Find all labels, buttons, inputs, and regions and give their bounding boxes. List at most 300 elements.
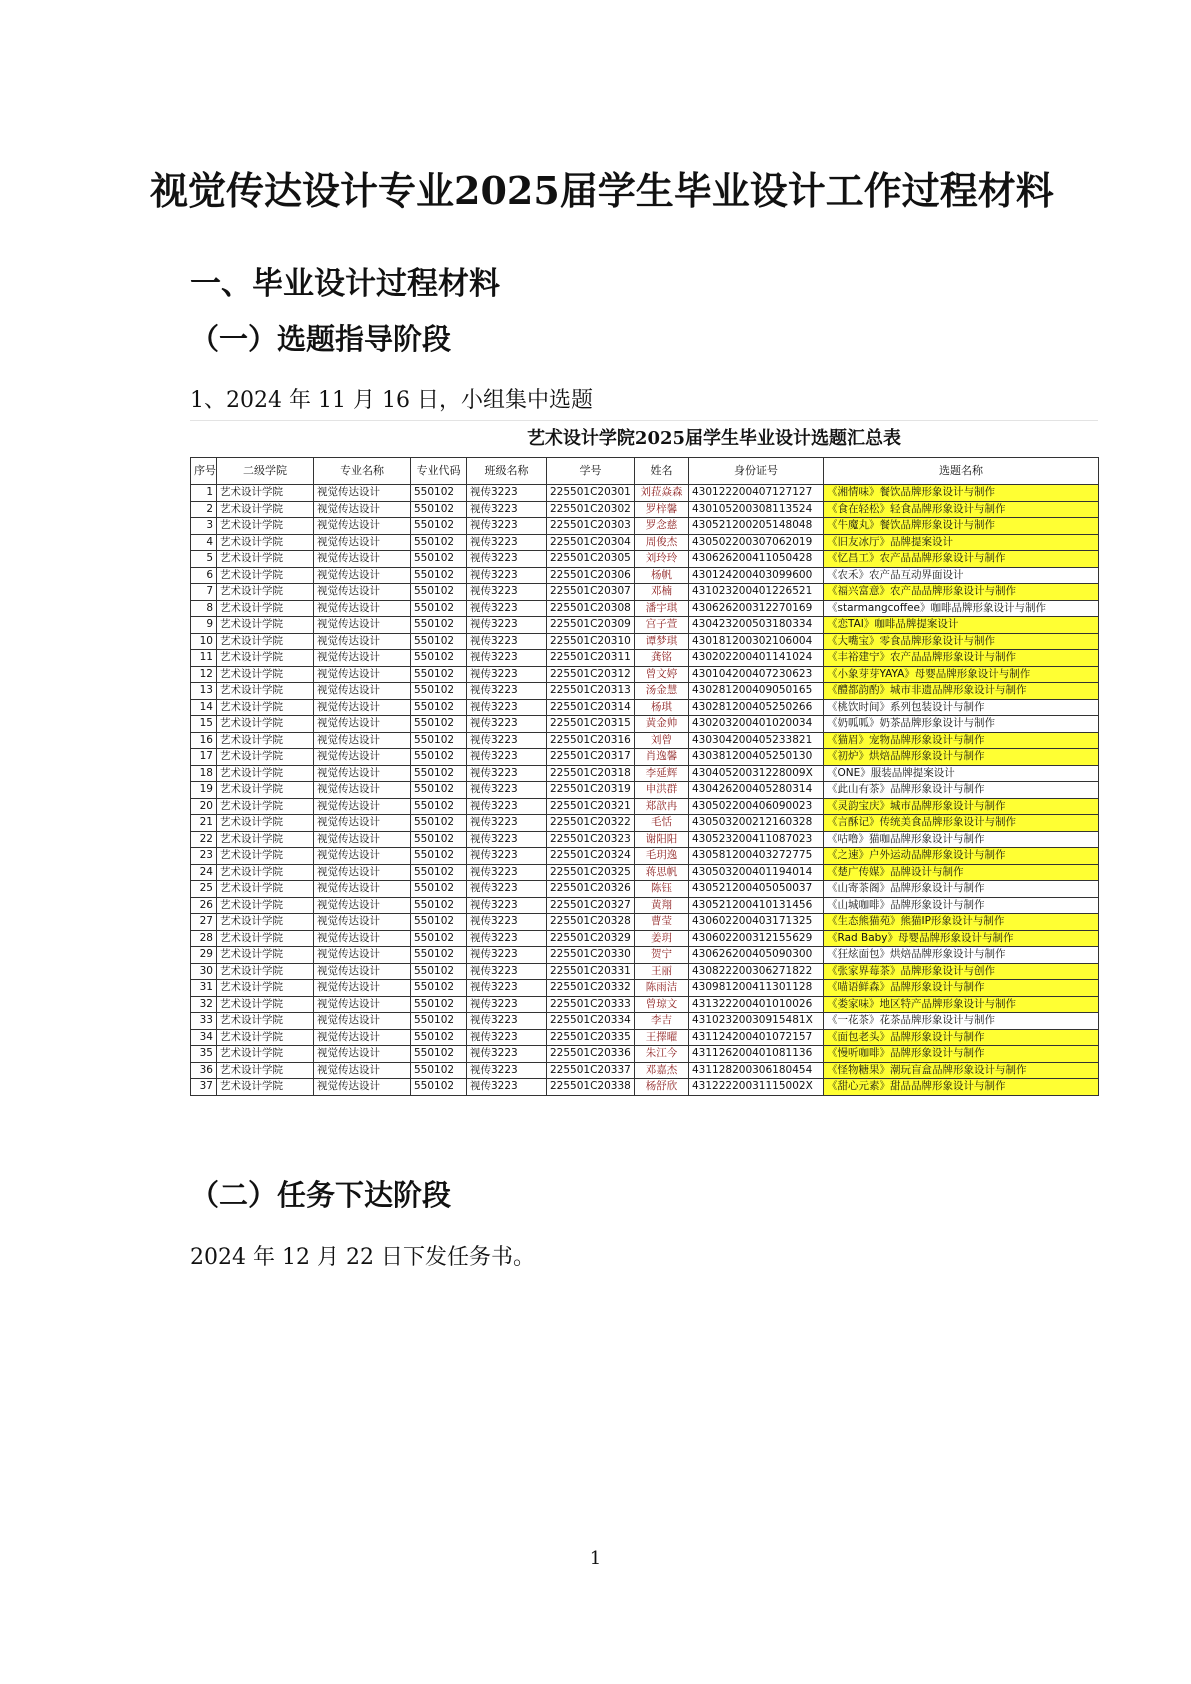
cell-number: 22	[191, 831, 217, 848]
cell-class: 视传3223	[467, 765, 547, 782]
cell-college: 艺术设计学院	[217, 518, 314, 535]
table-row	[191, 650, 1099, 667]
cell-class: 视传3223	[467, 617, 547, 634]
cell-class: 视传3223	[467, 584, 547, 601]
cell-number: 32	[191, 996, 217, 1013]
cell-student-id: 225501C20301	[547, 485, 635, 502]
cell-student-name: 黄金帅	[635, 716, 689, 733]
cell-student-id: 225501C20307	[547, 584, 635, 601]
cell-major: 视觉传达设计	[314, 567, 411, 584]
cell-class: 视传3223	[467, 699, 547, 716]
cell-class: 视传3223	[467, 1062, 547, 1079]
cell-college: 艺术设计学院	[217, 914, 314, 931]
cell-class: 视传3223	[467, 815, 547, 832]
cell-college: 艺术设计学院	[217, 699, 314, 716]
table-row	[191, 980, 1099, 997]
cell-topic: 《牛魔丸》餐饮品牌形象设计与制作	[824, 518, 1099, 535]
cell-student-name: 陈钰	[635, 881, 689, 898]
table-body	[191, 485, 1099, 1096]
cell-topic: 《娄家味》地区特产品牌形象设计与制作	[824, 996, 1099, 1013]
cell-student-name: 谢阳阳	[635, 831, 689, 848]
cell-student-name: 蒋思帆	[635, 864, 689, 881]
cell-class: 视传3223	[467, 650, 547, 667]
topic-summary-table	[190, 457, 1099, 1096]
cell-id-number: 430426200405280314	[689, 782, 824, 799]
cell-major-code: 550102	[411, 1029, 467, 1046]
cell-major: 视觉传达设计	[314, 600, 411, 617]
cell-college: 艺术设计学院	[217, 782, 314, 799]
cell-student-name: 朱江今	[635, 1046, 689, 1063]
cell-topic: 《丰裕建宁》农产品品牌形象设计与制作	[824, 650, 1099, 667]
cell-major-code: 550102	[411, 650, 467, 667]
cell-topic: 《猫眉》宠物品牌形象设计与制作	[824, 732, 1099, 749]
cell-student-name: 陈雨洁	[635, 980, 689, 997]
cell-id-number: 430202200401141024	[689, 650, 824, 667]
cell-class: 视传3223	[467, 1079, 547, 1096]
table-row	[191, 1046, 1099, 1063]
cell-major-code: 550102	[411, 584, 467, 601]
cell-student-name: 姜玥	[635, 930, 689, 947]
cell-major: 视觉传达设计	[314, 501, 411, 518]
cell-topic: 《starmangcoffee》咖啡品牌形象设计与制作	[824, 600, 1099, 617]
cell-student-name: 曾文婷	[635, 666, 689, 683]
cell-class: 视传3223	[467, 600, 547, 617]
cell-student-id: 225501C20335	[547, 1029, 635, 1046]
cell-number: 8	[191, 600, 217, 617]
table-row	[191, 518, 1099, 535]
cell-id-number: 430626200312270169	[689, 600, 824, 617]
cell-topic: 《ONE》服装品牌提案设计	[824, 765, 1099, 782]
column-header: 专业名称	[314, 458, 411, 485]
cell-major-code: 550102	[411, 782, 467, 799]
cell-topic: 《此山有茶》品牌形象设计与制作	[824, 782, 1099, 799]
cell-topic: 《恋TAI》咖啡品牌提案设计	[824, 617, 1099, 634]
cell-class: 视传3223	[467, 848, 547, 865]
table-row	[191, 551, 1099, 568]
cell-id-number: 430981200411301128	[689, 980, 824, 997]
cell-student-id: 225501C20314	[547, 699, 635, 716]
cell-student-id: 225501C20309	[547, 617, 635, 634]
subsection-heading-task-assignment: （二）任务下达阶段	[190, 1178, 452, 1212]
table-row	[191, 485, 1099, 502]
cell-number: 23	[191, 848, 217, 865]
cell-student-name: 毛恬	[635, 815, 689, 832]
cell-major: 视觉传达设计	[314, 765, 411, 782]
cell-number: 11	[191, 650, 217, 667]
cell-student-id: 225501C20311	[547, 650, 635, 667]
cell-student-name: 肖逸馨	[635, 749, 689, 766]
cell-student-id: 225501C20332	[547, 980, 635, 997]
cell-student-id: 225501C20312	[547, 666, 635, 683]
cell-id-number: 430122200407127127	[689, 485, 824, 502]
cell-number: 21	[191, 815, 217, 832]
cell-number: 10	[191, 633, 217, 650]
column-header: 序号	[191, 458, 217, 485]
table-row	[191, 1013, 1099, 1030]
cell-id-number: 430124200403099600	[689, 567, 824, 584]
cell-topic: 《旧友冰厅》品牌提案设计	[824, 534, 1099, 551]
cell-id-number: 430181200302106004	[689, 633, 824, 650]
cell-major: 视觉传达设计	[314, 897, 411, 914]
cell-college: 艺术设计学院	[217, 963, 314, 980]
cell-major-code: 550102	[411, 996, 467, 1013]
subsection-heading-topic-selection: （一）选题指导阶段	[190, 322, 452, 356]
cell-student-name: 李延辉	[635, 765, 689, 782]
table-row	[191, 1079, 1099, 1096]
cell-id-number: 430822200306271822	[689, 963, 824, 980]
cell-major: 视觉传达设计	[314, 1029, 411, 1046]
cell-class: 视传3223	[467, 930, 547, 947]
cell-college: 艺术设计学院	[217, 996, 314, 1013]
cell-class: 视传3223	[467, 666, 547, 683]
cell-college: 艺术设计学院	[217, 567, 314, 584]
cell-college: 艺术设计学院	[217, 749, 314, 766]
cell-number: 20	[191, 798, 217, 815]
cell-topic: 《山寄茶阁》品牌形象设计与制作	[824, 881, 1099, 898]
document-title: 视觉传达设计专业2025届学生毕业设计工作过程材料	[150, 168, 1054, 213]
cell-topic: 《灵韵宝庆》城市品牌形象设计与制作	[824, 798, 1099, 815]
column-header: 姓名	[635, 458, 689, 485]
cell-id-number: 430521200205148048	[689, 518, 824, 535]
cell-college: 艺术设计学院	[217, 600, 314, 617]
cell-major: 视觉传达设计	[314, 996, 411, 1013]
cell-major: 视觉传达设计	[314, 716, 411, 733]
cell-student-name: 邓嘉杰	[635, 1062, 689, 1079]
cell-college: 艺术设计学院	[217, 534, 314, 551]
cell-id-number: 430602200312155629	[689, 930, 824, 947]
cell-class: 视传3223	[467, 749, 547, 766]
cell-major-code: 550102	[411, 485, 467, 502]
cell-major: 视觉传达设计	[314, 683, 411, 700]
cell-student-name: 郑歆冉	[635, 798, 689, 815]
cell-topic: 《面包老头》品牌形象设计与制作	[824, 1029, 1099, 1046]
cell-student-id: 225501C20324	[547, 848, 635, 865]
cell-student-id: 225501C20305	[547, 551, 635, 568]
cell-major: 视觉传达设计	[314, 1013, 411, 1030]
cell-id-number: 430521200405050037	[689, 881, 824, 898]
cell-student-name: 罗念慈	[635, 518, 689, 535]
cell-student-id: 225501C20323	[547, 831, 635, 848]
cell-student-name: 刘玲玲	[635, 551, 689, 568]
cell-major-code: 550102	[411, 815, 467, 832]
cell-major-code: 550102	[411, 1079, 467, 1096]
cell-major-code: 550102	[411, 683, 467, 700]
cell-major: 视觉传达设计	[314, 518, 411, 535]
cell-college: 艺术设计学院	[217, 683, 314, 700]
cell-college: 艺术设计学院	[217, 1013, 314, 1030]
cell-student-id: 225501C20306	[547, 567, 635, 584]
cell-id-number: 430381200405250130	[689, 749, 824, 766]
cell-student-id: 225501C20337	[547, 1062, 635, 1079]
cell-class: 视传3223	[467, 914, 547, 931]
cell-major: 视觉传达设计	[314, 980, 411, 997]
cell-number: 2	[191, 501, 217, 518]
table-row	[191, 699, 1099, 716]
cell-student-id: 225501C20331	[547, 963, 635, 980]
cell-student-name: 黄翔	[635, 897, 689, 914]
table-row	[191, 666, 1099, 683]
cell-major-code: 550102	[411, 749, 467, 766]
cell-student-name: 李吉	[635, 1013, 689, 1030]
cell-college: 艺术设计学院	[217, 864, 314, 881]
cell-major-code: 550102	[411, 947, 467, 964]
cell-major-code: 550102	[411, 1062, 467, 1079]
column-header: 专业代码	[411, 458, 467, 485]
cell-class: 视传3223	[467, 501, 547, 518]
cell-class: 视传3223	[467, 485, 547, 502]
cell-class: 视传3223	[467, 1013, 547, 1030]
cell-major: 视觉传达设计	[314, 864, 411, 881]
cell-major: 视觉传达设计	[314, 749, 411, 766]
cell-student-id: 225501C20317	[547, 749, 635, 766]
cell-class: 视传3223	[467, 732, 547, 749]
cell-major-code: 550102	[411, 930, 467, 947]
cell-student-id: 225501C20304	[547, 534, 635, 551]
cell-class: 视传3223	[467, 518, 547, 535]
cell-topic: 《小象芽芽YAYA》母婴品牌形象设计与制作	[824, 666, 1099, 683]
cell-topic: 《之速》户外运动品牌形象设计与制作	[824, 848, 1099, 865]
cell-student-id: 225501C20313	[547, 683, 635, 700]
cell-college: 艺术设计学院	[217, 848, 314, 865]
column-header: 选题名称	[824, 458, 1099, 485]
cell-student-id: 225501C20319	[547, 782, 635, 799]
cell-topic: 《狂炫面包》烘焙品牌形象设计与制作	[824, 947, 1099, 964]
cell-major: 视觉传达设计	[314, 551, 411, 568]
cell-topic: 《喵语鲜森》品牌形象设计与制作	[824, 980, 1099, 997]
cell-major: 视觉传达设计	[314, 930, 411, 947]
table-row	[191, 897, 1099, 914]
cell-student-id: 225501C20322	[547, 815, 635, 832]
cell-class: 视传3223	[467, 831, 547, 848]
cell-major-code: 550102	[411, 633, 467, 650]
cell-class: 视传3223	[467, 782, 547, 799]
cell-student-id: 225501C20328	[547, 914, 635, 931]
paragraph-task-assignment-date: 2024 年 12 月 22 日下发任务书。	[190, 1245, 535, 1270]
cell-major-code: 550102	[411, 963, 467, 980]
table-row	[191, 633, 1099, 650]
cell-id-number: 430503200401194014	[689, 864, 824, 881]
cell-student-name: 刘菈焱森	[635, 485, 689, 502]
cell-major-code: 550102	[411, 848, 467, 865]
cell-id-number: 430602200403171325	[689, 914, 824, 931]
cell-major-code: 550102	[411, 518, 467, 535]
cell-college: 艺术设计学院	[217, 633, 314, 650]
cell-student-name: 申洪群	[635, 782, 689, 799]
cell-student-name: 刘曾	[635, 732, 689, 749]
cell-major: 视觉传达设计	[314, 947, 411, 964]
cell-major: 视觉传达设计	[314, 1079, 411, 1096]
cell-id-number: 431124200401072157	[689, 1029, 824, 1046]
cell-student-id: 225501C20330	[547, 947, 635, 964]
cell-major: 视觉传达设计	[314, 831, 411, 848]
table-row	[191, 716, 1099, 733]
cell-topic: 《忆昌工》农产品品牌形象设计与制作	[824, 551, 1099, 568]
cell-student-id: 225501C20327	[547, 897, 635, 914]
cell-major: 视觉传达设计	[314, 798, 411, 815]
cell-student-name: 邓楠	[635, 584, 689, 601]
cell-major: 视觉传达设计	[314, 650, 411, 667]
cell-class: 视传3223	[467, 963, 547, 980]
cell-number: 33	[191, 1013, 217, 1030]
cell-number: 9	[191, 617, 217, 634]
cell-topic: 《Rad Baby》母婴品牌形象设计与制作	[824, 930, 1099, 947]
cell-major: 视觉传达设计	[314, 848, 411, 865]
cell-id-number: 430503200212160328	[689, 815, 824, 832]
cell-major: 视觉传达设计	[314, 534, 411, 551]
cell-number: 5	[191, 551, 217, 568]
cell-class: 视传3223	[467, 897, 547, 914]
cell-id-number: 430502200307062019	[689, 534, 824, 551]
cell-number: 14	[191, 699, 217, 716]
cell-id-number: 430105200308113524	[689, 501, 824, 518]
cell-number: 19	[191, 782, 217, 799]
cell-college: 艺术设计学院	[217, 1062, 314, 1079]
table-row	[191, 831, 1099, 848]
cell-topic: 《初炉》烘焙品牌形象设计与制作	[824, 749, 1099, 766]
table-row	[191, 683, 1099, 700]
cell-topic: 《大嘴宝》零食品牌形象设计与制作	[824, 633, 1099, 650]
table-row	[191, 848, 1099, 865]
cell-student-name: 毛玥逸	[635, 848, 689, 865]
cell-student-name: 宫子萱	[635, 617, 689, 634]
cell-class: 视传3223	[467, 683, 547, 700]
cell-major-code: 550102	[411, 980, 467, 997]
table-row	[191, 600, 1099, 617]
cell-number: 27	[191, 914, 217, 931]
cell-number: 6	[191, 567, 217, 584]
cell-id-number: 431322200401010026	[689, 996, 824, 1013]
cell-college: 艺术设计学院	[217, 897, 314, 914]
cell-major-code: 550102	[411, 716, 467, 733]
cell-student-name: 王丽	[635, 963, 689, 980]
cell-major-code: 550102	[411, 1046, 467, 1063]
cell-number: 36	[191, 1062, 217, 1079]
cell-topic: 《慢听咖啡》品牌形象设计与制作	[824, 1046, 1099, 1063]
cell-student-id: 225501C20302	[547, 501, 635, 518]
cell-college: 艺术设计学院	[217, 1046, 314, 1063]
cell-class: 视传3223	[467, 567, 547, 584]
column-header: 班级名称	[467, 458, 547, 485]
cell-major-code: 550102	[411, 501, 467, 518]
cell-college: 艺术设计学院	[217, 1029, 314, 1046]
cell-student-id: 225501C20316	[547, 732, 635, 749]
table-row	[191, 798, 1099, 815]
table-row	[191, 864, 1099, 881]
cell-major-code: 550102	[411, 831, 467, 848]
cell-id-number: 431023200401226521	[689, 584, 824, 601]
cell-major-code: 550102	[411, 765, 467, 782]
cell-topic: 《一花茶》花茶品牌形象设计与制作	[824, 1013, 1099, 1030]
cell-student-id: 225501C20329	[547, 930, 635, 947]
cell-number: 34	[191, 1029, 217, 1046]
cell-major-code: 550102	[411, 567, 467, 584]
table-title: 艺术设计学院2025届学生毕业设计选题汇总表	[190, 420, 1098, 457]
cell-number: 17	[191, 749, 217, 766]
cell-major: 视觉传达设计	[314, 633, 411, 650]
cell-student-name: 曹莹	[635, 914, 689, 931]
cell-college: 艺术设计学院	[217, 501, 314, 518]
cell-college: 艺术设计学院	[217, 930, 314, 947]
cell-number: 16	[191, 732, 217, 749]
cell-student-name: 王擇曜	[635, 1029, 689, 1046]
cell-college: 艺术设计学院	[217, 650, 314, 667]
cell-major: 视觉传达设计	[314, 782, 411, 799]
cell-class: 视传3223	[467, 864, 547, 881]
cell-number: 3	[191, 518, 217, 535]
table-row	[191, 782, 1099, 799]
cell-topic: 《农禾》农产品互动界面设计	[824, 567, 1099, 584]
cell-student-name: 潘宇琪	[635, 600, 689, 617]
cell-student-name: 周俊杰	[635, 534, 689, 551]
cell-major: 视觉传达设计	[314, 699, 411, 716]
cell-class: 视传3223	[467, 881, 547, 898]
table-row	[191, 815, 1099, 832]
cell-number: 37	[191, 1079, 217, 1096]
cell-number: 35	[191, 1046, 217, 1063]
cell-student-name: 杨帆	[635, 567, 689, 584]
table-row	[191, 732, 1099, 749]
cell-major-code: 550102	[411, 897, 467, 914]
cell-student-name: 曾琼文	[635, 996, 689, 1013]
cell-major: 视觉传达设计	[314, 732, 411, 749]
cell-major-code: 550102	[411, 798, 467, 815]
cell-student-name: 杨舒欣	[635, 1079, 689, 1096]
cell-number: 31	[191, 980, 217, 997]
cell-id-number: 430523200411087023	[689, 831, 824, 848]
cell-class: 视传3223	[467, 947, 547, 964]
cell-number: 7	[191, 584, 217, 601]
cell-topic: 《楚广传媒》品牌设计与制作	[824, 864, 1099, 881]
cell-major: 视觉传达设计	[314, 617, 411, 634]
cell-college: 艺术设计学院	[217, 881, 314, 898]
cell-class: 视传3223	[467, 716, 547, 733]
cell-class: 视传3223	[467, 980, 547, 997]
cell-number: 4	[191, 534, 217, 551]
cell-topic: 《奶呱呱》奶茶品牌形象设计与制作	[824, 716, 1099, 733]
cell-college: 艺术设计学院	[217, 798, 314, 815]
table-row	[191, 947, 1099, 964]
table-row	[191, 567, 1099, 584]
cell-number: 29	[191, 947, 217, 964]
cell-id-number: 43040520031228009X	[689, 765, 824, 782]
cell-id-number: 430423200503180334	[689, 617, 824, 634]
cell-id-number: 430281200409050165	[689, 683, 824, 700]
cell-major-code: 550102	[411, 551, 467, 568]
cell-student-name: 龚铭	[635, 650, 689, 667]
cell-major: 视觉传达设计	[314, 666, 411, 683]
table-row	[191, 930, 1099, 947]
cell-major: 视觉传达设计	[314, 584, 411, 601]
cell-college: 艺术设计学院	[217, 485, 314, 502]
cell-student-id: 225501C20310	[547, 633, 635, 650]
cell-topic: 《生态熊猫苑》熊猫IP形象设计与制作	[824, 914, 1099, 931]
cell-number: 12	[191, 666, 217, 683]
cell-id-number: 430281200405250266	[689, 699, 824, 716]
cell-major-code: 550102	[411, 732, 467, 749]
cell-major: 视觉传达设计	[314, 485, 411, 502]
table-row	[191, 881, 1099, 898]
cell-major: 视觉传达设计	[314, 1046, 411, 1063]
cell-number: 15	[191, 716, 217, 733]
cell-number: 26	[191, 897, 217, 914]
cell-topic: 《咕噜》猫咖品牌形象设计与制作	[824, 831, 1099, 848]
cell-student-id: 225501C20325	[547, 864, 635, 881]
cell-student-id: 225501C20336	[547, 1046, 635, 1063]
cell-college: 艺术设计学院	[217, 815, 314, 832]
cell-student-id: 225501C20321	[547, 798, 635, 815]
cell-student-name: 罗梓馨	[635, 501, 689, 518]
cell-class: 视传3223	[467, 1046, 547, 1063]
